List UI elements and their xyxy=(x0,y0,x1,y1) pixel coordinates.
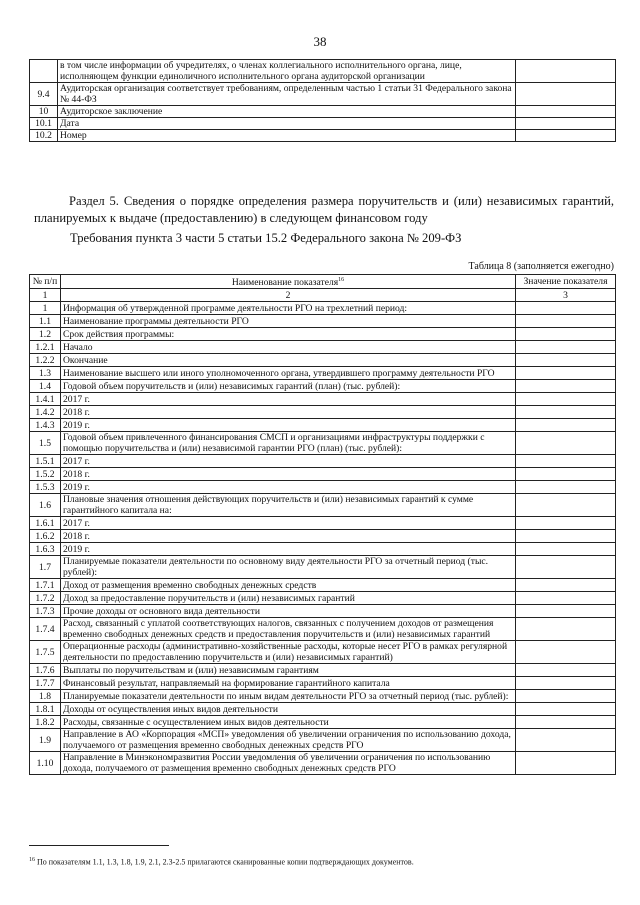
row-label: Окончание xyxy=(61,354,516,367)
row-number: 1.2 xyxy=(30,328,61,341)
row-number: 10.2 xyxy=(30,130,58,142)
table-row xyxy=(30,481,616,494)
row-label: Плановые значения отношения действующих поручительств и (или) независимых гарантий к сумме гарантийного капитала на: xyxy=(61,494,516,517)
top-table xyxy=(29,59,616,142)
row-value xyxy=(516,543,616,556)
row-value xyxy=(516,432,616,455)
row-label: Направление в АО «Корпорация «МСП» уведомления об увеличении ограничения по использованию дохода, получаемого от размещения временно свободных денежных средств РГО xyxy=(61,729,516,752)
row-label: Аудиторская организация соответствует требованиям, определенным частью 1 статьи 31 Федерального закона № 44-ФЗ xyxy=(58,83,516,106)
row-label: Планируемые показатели деятельности по основному виду деятельности РГО за отчетный период (тыс. рублей): xyxy=(61,556,516,579)
row-number: 1.7.3 xyxy=(30,605,61,618)
table-row xyxy=(30,677,616,690)
table-row xyxy=(30,494,616,517)
row-label: Финансовый результат, направляемый на формирование гарантийного капитала xyxy=(61,677,516,690)
table-row xyxy=(30,354,616,367)
row-number: 1.7.6 xyxy=(30,664,61,677)
row-label: Аудиторское заключение xyxy=(58,106,516,118)
row-number: 1.5.1 xyxy=(30,455,61,468)
table-row xyxy=(30,367,616,380)
header-name-text: Наименование показателя xyxy=(231,277,339,289)
table-row xyxy=(30,432,616,455)
table-row xyxy=(30,690,616,703)
row-value xyxy=(516,302,616,315)
row-number: 1.7 xyxy=(30,556,61,579)
row-label: Номер xyxy=(58,130,516,142)
footnote-ref: 16 xyxy=(338,277,345,283)
row-value xyxy=(516,341,616,354)
row-value xyxy=(516,664,616,677)
row-number: 1.8.2 xyxy=(30,716,61,729)
table-row xyxy=(30,729,616,752)
table-row xyxy=(30,406,616,419)
row-label: 2017 г. xyxy=(61,393,516,406)
row-label: Планируемые показатели деятельности по иным видам деятельности РГО за отчетный период (тыс. рублей): xyxy=(61,690,516,703)
row-value xyxy=(516,729,616,752)
row-label: Дата xyxy=(58,118,516,130)
table-caption: Таблица 8 (заполняется ежегодно) xyxy=(468,261,614,272)
row-label: 2018 г. xyxy=(61,530,516,543)
row-value xyxy=(516,517,616,530)
row-number: 1.7.7 xyxy=(30,677,61,690)
row-label: Срок действия программы: xyxy=(61,328,516,341)
row-label: 2019 г. xyxy=(61,419,516,432)
table-row xyxy=(30,641,616,664)
header-num: № п/п xyxy=(30,275,61,289)
row-label: 2017 г. xyxy=(61,455,516,468)
row-number: 1.7.5 xyxy=(30,641,61,664)
row-number: 1.4.3 xyxy=(30,419,61,432)
main-table xyxy=(29,274,616,775)
row-number: 1.5.2 xyxy=(30,468,61,481)
row-label: Доход за предоставление поручительств и (или) независимых гарантий xyxy=(61,592,516,605)
row-number: 1.6.1 xyxy=(30,517,61,530)
table-row xyxy=(30,752,616,775)
table-row xyxy=(30,118,616,130)
index-num: 1 xyxy=(30,289,61,302)
row-number: 1.8 xyxy=(30,690,61,703)
row-value xyxy=(516,703,616,716)
table-row xyxy=(30,592,616,605)
row-number: 1.7.1 xyxy=(30,579,61,592)
section-title: Раздел 5. Сведения о порядке определения размера поручительств и (или) независимых гарантий, планируемых к выдаче (предоставлению) в следующем финансовом году xyxy=(34,194,614,225)
table-row xyxy=(30,703,616,716)
table-row xyxy=(30,605,616,618)
row-value xyxy=(516,406,616,419)
header-row xyxy=(30,275,616,289)
table-row xyxy=(30,517,616,530)
row-value xyxy=(516,618,616,641)
table-row xyxy=(30,60,616,83)
row-number: 1.1 xyxy=(30,315,61,328)
row-value xyxy=(516,328,616,341)
row-label: Начало xyxy=(61,341,516,354)
row-number: 1.2.1 xyxy=(30,341,61,354)
row-label: Операционные расходы (административно-хозяйственные расходы, которые несет РГО в рамках регулярной деятельности по предоставлению поручительств и (или) независимых гарантий) xyxy=(61,641,516,664)
row-label: 2019 г. xyxy=(61,481,516,494)
row-value xyxy=(516,354,616,367)
row-value xyxy=(516,130,616,142)
row-label: Доход от размещения временно свободных денежных средств xyxy=(61,579,516,592)
row-number: 1.7.2 xyxy=(30,592,61,605)
row-number: 1 xyxy=(30,302,61,315)
row-number: 1.10 xyxy=(30,752,61,775)
row-value xyxy=(516,605,616,618)
footnote xyxy=(29,857,414,867)
row-number: 1.7.4 xyxy=(30,618,61,641)
table-row xyxy=(30,106,616,118)
row-value xyxy=(516,106,616,118)
row-value xyxy=(516,315,616,328)
row-value xyxy=(516,677,616,690)
table-row xyxy=(30,393,616,406)
row-value xyxy=(516,752,616,775)
table-row xyxy=(30,579,616,592)
row-value xyxy=(516,419,616,432)
row-label: 2018 г. xyxy=(61,406,516,419)
index-value: 3 xyxy=(516,289,616,302)
row-value xyxy=(516,367,616,380)
table-row xyxy=(30,380,616,393)
row-number: 10.1 xyxy=(30,118,58,130)
row-number xyxy=(30,60,58,83)
row-label: 2018 г. xyxy=(61,468,516,481)
row-value xyxy=(516,118,616,130)
table-row xyxy=(30,455,616,468)
row-number: 1.4.2 xyxy=(30,406,61,419)
row-value xyxy=(516,83,616,106)
column-index-row xyxy=(30,289,616,302)
row-value xyxy=(516,393,616,406)
table-row xyxy=(30,315,616,328)
index-name: 2 xyxy=(61,289,516,302)
row-number: 1.5.3 xyxy=(30,481,61,494)
table-row xyxy=(30,618,616,641)
row-label: Наименование программы деятельности РГО xyxy=(61,315,516,328)
row-value xyxy=(516,690,616,703)
table-row xyxy=(30,543,616,556)
table-row xyxy=(30,83,616,106)
page-number: 38 xyxy=(313,34,327,49)
row-number: 1.4.1 xyxy=(30,393,61,406)
table-row xyxy=(30,664,616,677)
row-label: в том числе информации об учредителях, о членах коллегиального исполнительного органа, лице, исполняющем функции единоличного исполнительного органа аудиторской организации xyxy=(58,60,516,83)
row-label: Направление в Минэкономразвития России уведомления об увеличении ограничения по использованию дохода, получаемого от размещения временно свободных денежных средств РГО xyxy=(61,752,516,775)
row-number: 1.6.2 xyxy=(30,530,61,543)
row-value xyxy=(516,641,616,664)
table-row xyxy=(30,468,616,481)
row-number: 1.6 xyxy=(30,494,61,517)
row-label: Годовой объем поручительств и (или) независимых гарантий (план) (тыс. рублей): xyxy=(61,380,516,393)
row-value xyxy=(516,556,616,579)
row-label: Расходы, связанные с осуществлением иных видов деятельности xyxy=(61,716,516,729)
table-row xyxy=(30,130,616,142)
header-name xyxy=(61,275,516,289)
row-label: Выплаты по поручительствам и (или) независимым гарантиям xyxy=(61,664,516,677)
table-row xyxy=(30,530,616,543)
table-row xyxy=(30,328,616,341)
table-row xyxy=(30,716,616,729)
row-value xyxy=(516,455,616,468)
row-number: 1.8.1 xyxy=(30,703,61,716)
row-value xyxy=(516,380,616,393)
row-value xyxy=(516,60,616,83)
row-number: 1.6.3 xyxy=(30,543,61,556)
footnote-divider xyxy=(29,845,169,846)
table-row xyxy=(30,341,616,354)
header-value: Значение показателя xyxy=(516,275,616,289)
requirement-heading: Требования пункта 3 части 5 статьи 15.2 Федерального закона № 209-ФЗ xyxy=(70,231,462,245)
row-label: Годовой объем привлеченного финансирования СМСП и организациями инфраструктуры поддержки с помощью поручительства и (или) независимой гарантии РГО (план) (тыс. рублей): xyxy=(61,432,516,455)
row-label: Прочие доходы от основного вида деятельности xyxy=(61,605,516,618)
row-number: 1.2.2 xyxy=(30,354,61,367)
row-label: Расход, связанный с уплатой соответствующих налогов, связанных с получением доходов от размещения временно свободных денежных средств и предоставления поручительств и (или) независимых гарантий xyxy=(61,618,516,641)
table-row xyxy=(30,556,616,579)
row-label: Наименование высшего или иного уполномоченного органа, утвердившего программу деятельности РГО xyxy=(61,367,516,380)
footnote-text: По показателям 1.1, 1.3, 1.8, 1.9, 2.1, 2.3-2.5 прилагаются сканированные копии подтверждающих документов. xyxy=(35,857,414,867)
row-label: Информация об утвержденной программе деятельности РГО на трехлетний период: xyxy=(61,302,516,315)
row-number: 9.4 xyxy=(30,83,58,106)
footnote-mark: 16 xyxy=(29,857,35,863)
row-number: 1.5 xyxy=(30,432,61,455)
table-row xyxy=(30,302,616,315)
row-value xyxy=(516,468,616,481)
row-value xyxy=(516,530,616,543)
row-value xyxy=(516,481,616,494)
row-value xyxy=(516,494,616,517)
row-label: Доходы от осуществления иных видов деятельности xyxy=(61,703,516,716)
row-number: 1.3 xyxy=(30,367,61,380)
table-row xyxy=(30,419,616,432)
row-label: 2017 г. xyxy=(61,517,516,530)
row-number: 1.4 xyxy=(30,380,61,393)
row-value xyxy=(516,716,616,729)
row-number: 10 xyxy=(30,106,58,118)
row-value xyxy=(516,592,616,605)
row-value xyxy=(516,579,616,592)
row-number: 1.9 xyxy=(30,729,61,752)
row-label: 2019 г. xyxy=(61,543,516,556)
